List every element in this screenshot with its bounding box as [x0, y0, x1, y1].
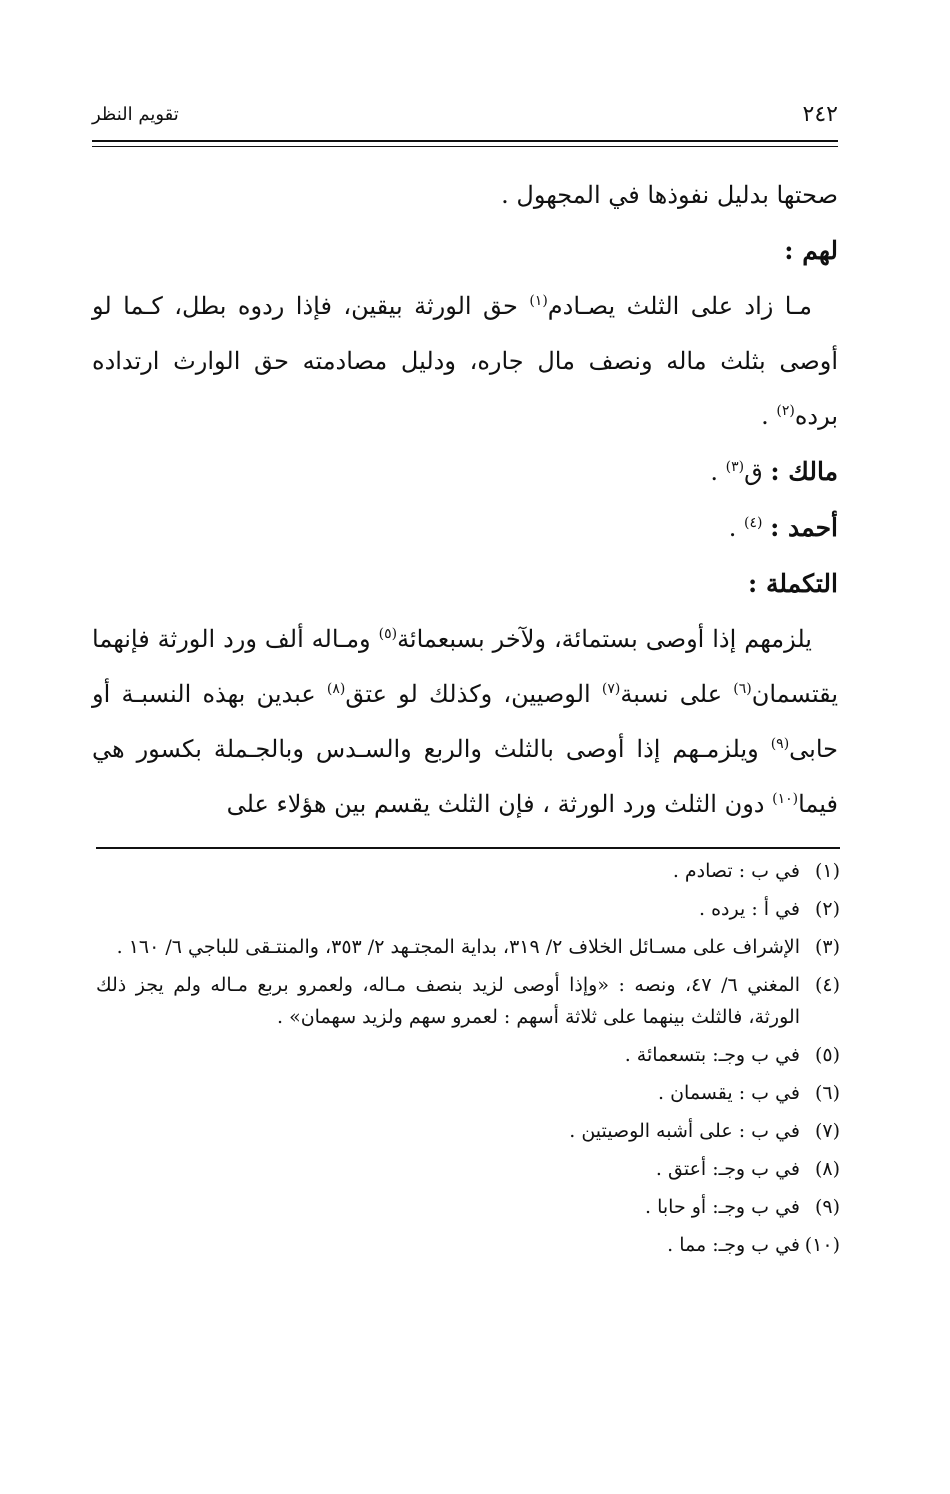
footnote-text: في ب : تصادم . — [672, 860, 800, 882]
footnote-number: (٦) — [814, 1082, 840, 1104]
text-span: يلزمهم إذا أوصى بستمائة، ولآخر بسبعمائة — [397, 625, 812, 653]
footnote-number: (٥) — [814, 1044, 840, 1066]
text-span: على نسبة — [620, 680, 734, 708]
footnote — [96, 969, 840, 1033]
footnote-text: في ب : يقسمان . — [658, 1082, 800, 1104]
text-span: ويلزمـهم إذا أوصى بالثلث والربع والسـدس وبالجـملة بكسور هي فيما — [92, 735, 838, 818]
malik-end: . — [710, 458, 726, 486]
footnote-text: المغني ٦/ ٤٧، ونصه : «وإذا أوصى لزيد بنصف مـاله، ولعمرو بربع مـاله ولم يجز ذلك الورثة، فالثلث بينهما على ثلاثة أسهم : لعمرو سهم ولزيد سهمان» . — [96, 974, 800, 1028]
footnote-number: (٩) — [814, 1196, 840, 1218]
text-span: عبدين بهذه النسبـة أو حابى — [92, 680, 838, 763]
text-span: الوصيين، وكذلك لو عتق — [345, 680, 602, 708]
footnote-ref-9: (٩) — [770, 736, 790, 752]
footnote-number: (٣) — [814, 936, 840, 958]
footnote-text: في ب وجـ: بتسعمائة . — [624, 1044, 800, 1066]
footnote-text: في أ : يرده . — [699, 898, 800, 920]
footnote — [96, 1153, 840, 1185]
footnote — [96, 1077, 840, 1109]
text-span: دون الثلث ورد الورثة ، فإن الثلث يقسم بين هؤلاء على — [226, 790, 773, 818]
ahmad-label: أحمد : — [770, 513, 838, 542]
footnote — [96, 855, 840, 887]
ahmad-line — [92, 500, 838, 556]
footnotes — [96, 855, 840, 1267]
footnote-separator — [96, 847, 840, 849]
footnote-text: الإشراف على مسـائل الخلاف ٢/ ٣١٩، بداية المجتـهد ٢/ ٣٥٣، والمنتـقى للباجي ٦/ ١٦٠ . — [116, 936, 800, 958]
continuation-line: صحتها بدليل نفوذها في المجهول . — [501, 181, 838, 209]
footnote — [96, 893, 840, 925]
footnote — [96, 1039, 840, 1071]
heading-takmila: التكملة : — [748, 569, 838, 598]
text-span: حق الورثة بيقين، فإذا ردوه بطل، كـما لو أوصى بثلث ماله ونصف مال جاره، ودليل مصادمته حق الوارث ارتداده برده — [92, 292, 838, 430]
text-span: . — [761, 402, 777, 430]
paragraph-lahum — [92, 279, 838, 444]
footnote-ref-1: (١) — [529, 293, 548, 309]
page-header — [92, 98, 838, 134]
malik-line — [92, 444, 838, 500]
footnote-ref-10: (١٠) — [772, 791, 799, 807]
footnote-ref-2: (٢) — [776, 403, 795, 419]
heading-lahum: لهم : — [784, 236, 838, 265]
footnote-text: في ب وجـ: أو حابا . — [645, 1196, 800, 1218]
footnote-ref-4: (٤) — [743, 515, 763, 531]
malik-text: ق — [744, 458, 771, 486]
malik-label: مالك : — [770, 457, 838, 486]
footnote-number: (٢) — [814, 898, 840, 920]
footnote-number: (٤) — [814, 974, 840, 996]
footnote-ref-7: (٧) — [601, 681, 621, 697]
text-span: ومـاله ألف ورد الورثة فإنهما يقتسمان — [92, 625, 839, 708]
main-text — [92, 168, 838, 832]
footnote-text: في ب وجـ: مما . — [667, 1234, 800, 1256]
footnote — [96, 931, 840, 963]
page-number: ٢٤٢ — [802, 102, 838, 127]
footnote-number: (٧) — [814, 1120, 840, 1142]
footnote — [96, 1229, 840, 1261]
header-rule-thick — [92, 140, 838, 142]
footnote-ref-6: (٦) — [733, 681, 752, 697]
ahmad-end: . — [728, 514, 744, 542]
text-span: مـا زاد على الثلث يصـادم — [547, 292, 813, 320]
footnote-ref-5: (٥) — [378, 626, 398, 642]
footnote-number: (١) — [814, 860, 840, 882]
paragraph-takmila — [92, 612, 838, 832]
header-rule-thin — [92, 146, 838, 147]
footnote — [96, 1191, 840, 1223]
footnote-number: (٨) — [814, 1158, 840, 1180]
footnote-text: في ب وجـ: أعتق . — [655, 1158, 800, 1180]
footnote-ref-8: (٨) — [326, 681, 346, 697]
footnote-ref-3: (٣) — [725, 459, 745, 475]
footnote-text: في ب : على أشبه الوصيتين . — [569, 1120, 800, 1142]
footnote — [96, 1115, 840, 1147]
running-title: تقويم النظر — [92, 104, 179, 125]
footnote-number: (١٠) — [804, 1234, 840, 1256]
